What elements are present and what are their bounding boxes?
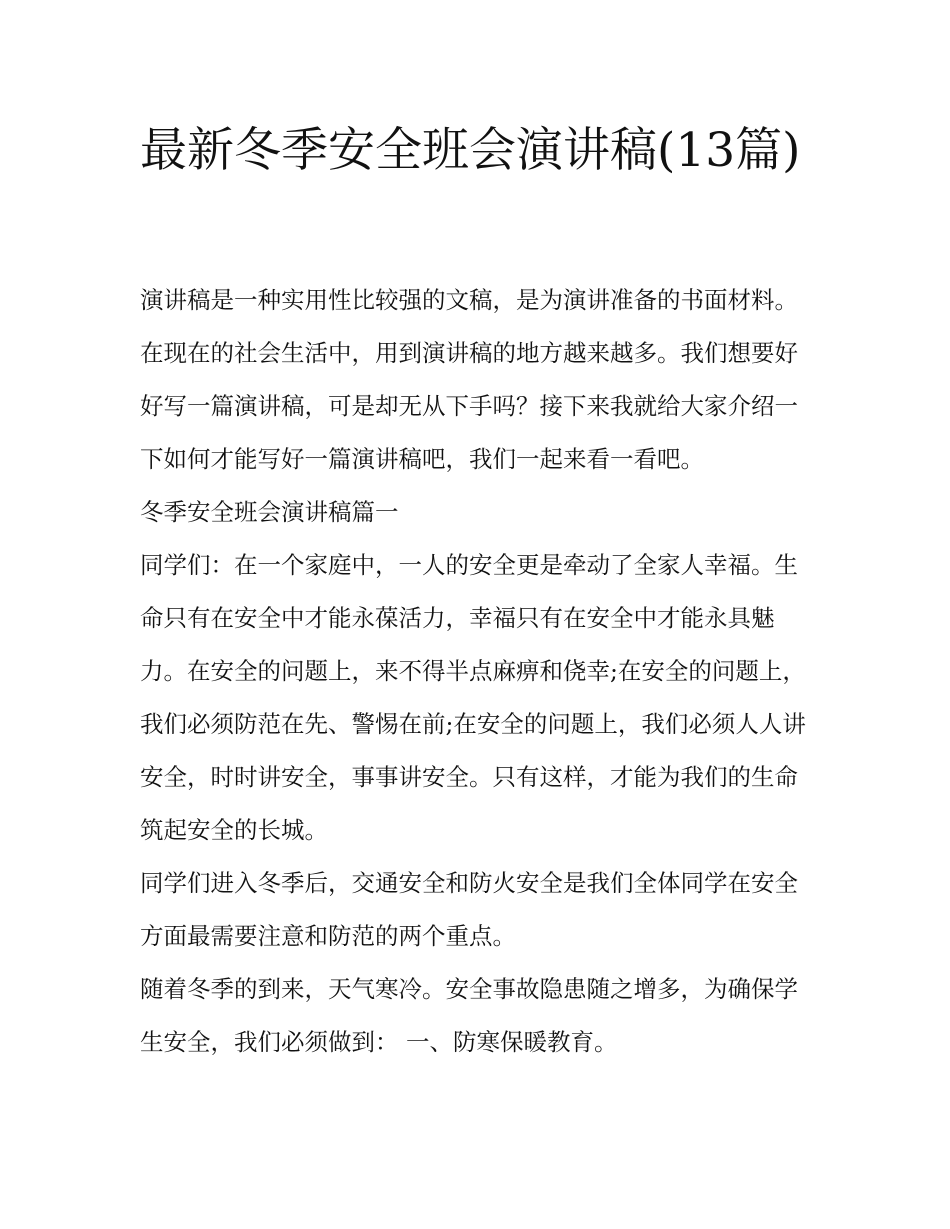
section-heading: 冬季安全班会演讲稿篇一 (140, 498, 399, 526)
body-paragraph: 同学们进入冬季后，交通安全和防火安全是我们全体同学在安全方面最需要注意和防范的两个重点。 (140, 869, 798, 950)
body-paragraph: 同学们：在一个家庭中，一人的安全更是牵动了全家人幸福。生命只有在安全中才能永葆活力，幸福只有在安全中才能永具魅力。在安全的问题上，来不得半点麻痹和侥幸;在安全的问题上，我们必须防范在先、警惕在前;在安全的问题上，我们必须人人讲安全，时时讲安全，事事讲安全。只有这样，才能为我们的生命筑起安全的长城。 (140, 551, 806, 844)
body-paragraph: 随着冬季的到来，天气寒冷。安全事故隐患随之增多，为确保学生安全，我们必须做到： 一、防寒保暖教育。 (140, 975, 798, 1056)
document-title: 最新冬季安全班会演讲稿(13篇) (140, 123, 801, 178)
document-body (140, 274, 820, 1069)
intro-paragraph: 演讲稿是一种实用性比较强的文稿，是为演讲准备的书面材料。在现在的社会生活中，用到演讲稿的地方越来越多。我们想要好好写一篇演讲稿，可是却无从下手吗？接下来我就给大家介绍一下如何才能写好一篇演讲稿吧，我们一起来看一看吧。 (140, 286, 798, 473)
